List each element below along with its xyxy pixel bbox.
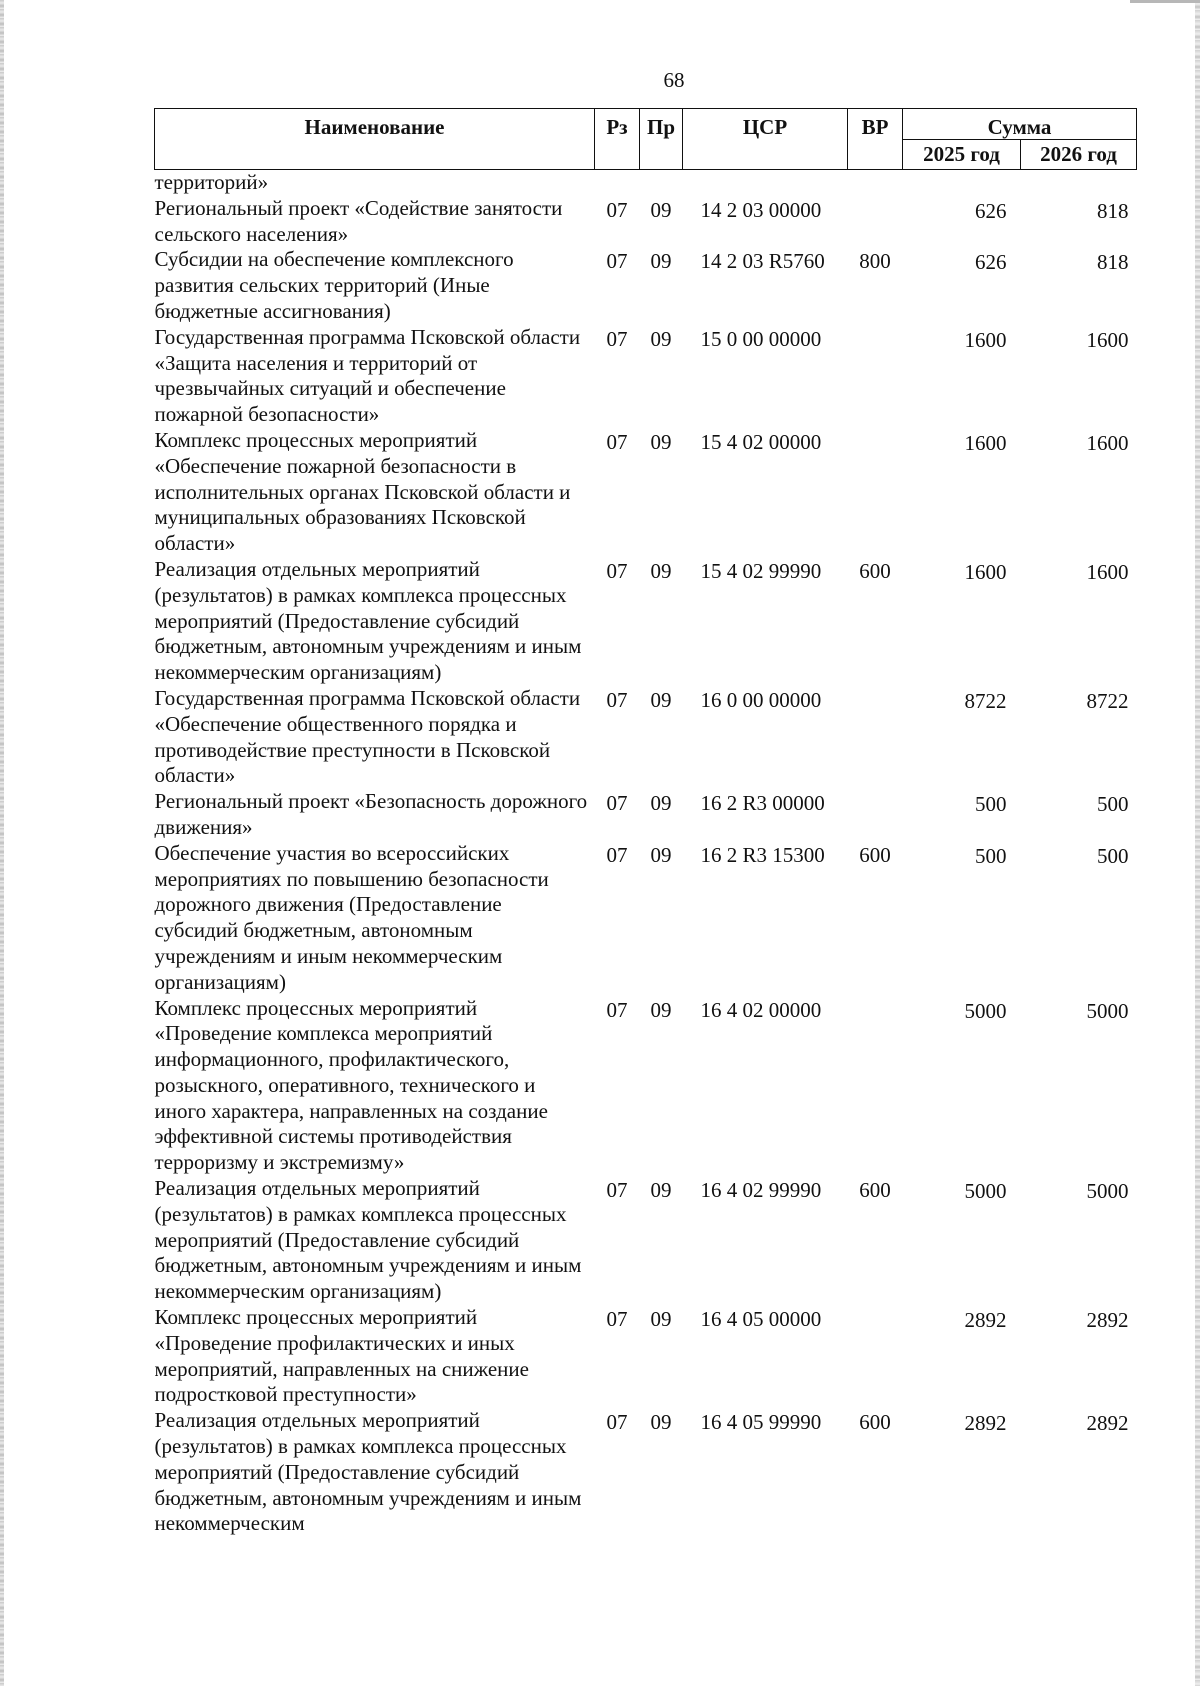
header-name: Наименование (155, 109, 595, 170)
row-vr (848, 170, 903, 196)
table-header (155, 109, 1137, 170)
row-pr: 09 (650, 997, 672, 1022)
row-pr: 09 (650, 1410, 672, 1435)
row-vr: 600 (859, 842, 891, 867)
row-rz: 07 (606, 249, 628, 274)
header-sum: Сумма (903, 109, 1137, 140)
table-row (155, 170, 1137, 196)
row-vr: 600 (859, 558, 891, 583)
row-pr: 09 (650, 1178, 672, 1203)
table-body (155, 170, 1137, 1538)
row-sum-2026: 818 (1097, 250, 1129, 275)
header-rz: Рз (595, 109, 640, 170)
row-pr: 09 (650, 326, 672, 351)
row-sum-2025: 2892 (964, 1308, 1007, 1333)
row-sum-2026: 500 (1097, 792, 1129, 817)
row-csr: 16 2 R3 15300 (700, 842, 825, 867)
header-year-2025: 2025 год (903, 139, 1021, 170)
table-row (155, 247, 1137, 324)
table-row (155, 841, 1137, 996)
row-sum-2026: 1600 (1086, 430, 1129, 455)
row-sum-2026: 500 (1097, 843, 1129, 868)
row-name: Реализация отдельных мероприятий (результатов) в рамках комплекса процессных мероприятий (Предоставление субсидий бюджетным, автономным учреждениям и иным некоммерческим организациям) (154, 1176, 582, 1304)
table-row (155, 789, 1137, 841)
row-name: Комплекс процессных мероприятий «Проведение профилактических и иных мероприятий, направленных на снижение подростковой преступности» (154, 1305, 529, 1407)
row-csr: 14 2 03 R5760 (700, 249, 825, 274)
row-rz: 07 (606, 429, 628, 454)
row-pr: 09 (650, 791, 672, 816)
row-name: Комплекс процессных мероприятий «Обеспечение пожарной безопасности в исполнительных органах Псковской области и муниципальных образованиях Псковской области» (154, 427, 571, 556)
table-row (155, 428, 1137, 557)
row-sum-2025: 626 (975, 198, 1007, 223)
row-rz: 07 (606, 197, 628, 222)
row-sum-2026: 2892 (1086, 1411, 1129, 1436)
row-vr (848, 686, 903, 789)
row-pr: 09 (650, 429, 672, 454)
row-csr: 16 4 05 99990 (700, 1410, 822, 1435)
row-sum-2026: 2892 (1086, 1308, 1129, 1333)
row-name: Реализация отдельных мероприятий (результатов) в рамках комплекса процессных мероприятий (Предоставление субсидий бюджетным, автономным учреждениям и иным некоммерческим (154, 1408, 582, 1536)
row-sum-2025: 8722 (964, 688, 1007, 713)
budget-table (154, 108, 1137, 1537)
row-sum-2026 (1021, 170, 1137, 196)
row-sum-2025: 2892 (964, 1411, 1007, 1436)
row-sum-2026: 5000 (1086, 998, 1129, 1023)
table-row (155, 196, 1137, 248)
row-rz: 07 (606, 1410, 628, 1435)
row-csr: 15 4 02 00000 (700, 429, 822, 454)
row-vr (848, 789, 903, 841)
row-vr (848, 325, 903, 428)
row-vr: 800 (859, 249, 891, 274)
scan-corner-mark (1130, 0, 1200, 3)
row-sum-2025: 5000 (964, 998, 1007, 1023)
table-row (155, 686, 1137, 789)
row-sum-2025: 1600 (964, 430, 1007, 455)
row-sum-2026: 8722 (1086, 688, 1129, 713)
row-csr: 16 4 02 99990 (700, 1178, 822, 1203)
row-rz: 07 (606, 1307, 628, 1332)
row-pr: 09 (650, 197, 672, 222)
row-csr: 14 2 03 00000 (700, 197, 822, 222)
row-sum-2025: 1600 (964, 327, 1007, 352)
row-pr: 09 (650, 249, 672, 274)
row-rz: 07 (606, 326, 628, 351)
row-csr (683, 170, 848, 196)
row-name: Реализация отдельных мероприятий (результатов) в рамках комплекса процессных мероприятий (Предоставление субсидий бюджетным, автономным учреждениям и иным некоммерческим организациям) (154, 556, 582, 685)
header-pr: Пр (640, 109, 683, 170)
table-row (155, 1176, 1137, 1305)
scan-right-edge (1195, 0, 1200, 1686)
row-vr (848, 996, 903, 1177)
row-sum-2026: 1600 (1086, 327, 1129, 352)
row-rz: 07 (606, 791, 628, 816)
row-csr: 15 0 00 00000 (700, 326, 822, 351)
row-sum-2026: 818 (1097, 198, 1129, 223)
row-sum-2025: 500 (975, 843, 1007, 868)
row-rz: 07 (606, 687, 628, 712)
row-sum-2025 (903, 170, 1021, 196)
row-name: Комплекс процессных мероприятий «Проведение комплекса мероприятий информационного, профилактического, розыскного, оперативного, технического и иного характера, направленных на создание эффективной системы противодействия терроризму и экстремизму» (154, 995, 548, 1175)
table-row (155, 325, 1137, 428)
row-pr: 09 (650, 842, 672, 867)
table-row (155, 1408, 1137, 1537)
row-sum-2025: 1600 (964, 559, 1007, 584)
row-csr: 16 0 00 00000 (700, 687, 822, 712)
row-vr: 600 (859, 1410, 891, 1435)
row-csr: 16 2 R3 00000 (700, 791, 825, 816)
row-name: Субсидии на обеспечение комплексного развития сельских территорий (Иные бюджетные ассигнования) (154, 247, 514, 323)
row-name: территорий» (154, 170, 269, 194)
row-csr: 15 4 02 99990 (700, 558, 822, 583)
row-rz: 07 (606, 997, 628, 1022)
table-row (155, 557, 1137, 686)
row-vr (848, 428, 903, 557)
row-pr (640, 170, 683, 196)
scan-left-edge (0, 0, 4, 1686)
row-csr: 16 4 02 00000 (700, 997, 822, 1022)
row-vr: 600 (859, 1178, 891, 1203)
row-rz: 07 (606, 558, 628, 583)
header-year-2026: 2026 год (1021, 139, 1137, 170)
row-name: Обеспечение участия во всероссийских мероприятиях по повышению безопасности дорожного движения (Предоставление субсидий бюджетным, автономным учреждениям и иным некоммерческим организациям) (154, 840, 549, 994)
header-csr: ЦСР (683, 109, 848, 170)
row-name: Государственная программа Псковской области «Защита населения и территорий от чрезвычайных ситуаций и обеспечение пожарной безопасности» (154, 324, 581, 427)
row-csr: 16 4 05 00000 (700, 1307, 822, 1332)
row-pr: 09 (650, 1307, 672, 1332)
row-sum-2026: 5000 (1086, 1179, 1129, 1204)
row-pr: 09 (650, 558, 672, 583)
table-row (155, 996, 1137, 1177)
row-rz (595, 170, 640, 196)
row-rz: 07 (606, 842, 628, 867)
row-sum-2026: 1600 (1086, 559, 1129, 584)
row-sum-2025: 626 (975, 250, 1007, 275)
row-sum-2025: 500 (975, 792, 1007, 817)
page-number: 68 (663, 68, 685, 92)
row-name: Региональный проект «Содействие занятости сельского населения» (154, 195, 563, 246)
row-vr (848, 1305, 903, 1408)
row-name: Региональный проект «Безопасность дорожного движения» (154, 789, 588, 839)
header-vr: ВР (848, 109, 903, 170)
row-sum-2025: 5000 (964, 1179, 1007, 1204)
row-vr (848, 196, 903, 248)
row-name: Государственная программа Псковской области «Обеспечение общественного порядка и противодействие преступности в Псковской области» (154, 685, 581, 788)
row-pr: 09 (650, 687, 672, 712)
table-row (155, 1305, 1137, 1408)
row-rz: 07 (606, 1178, 628, 1203)
